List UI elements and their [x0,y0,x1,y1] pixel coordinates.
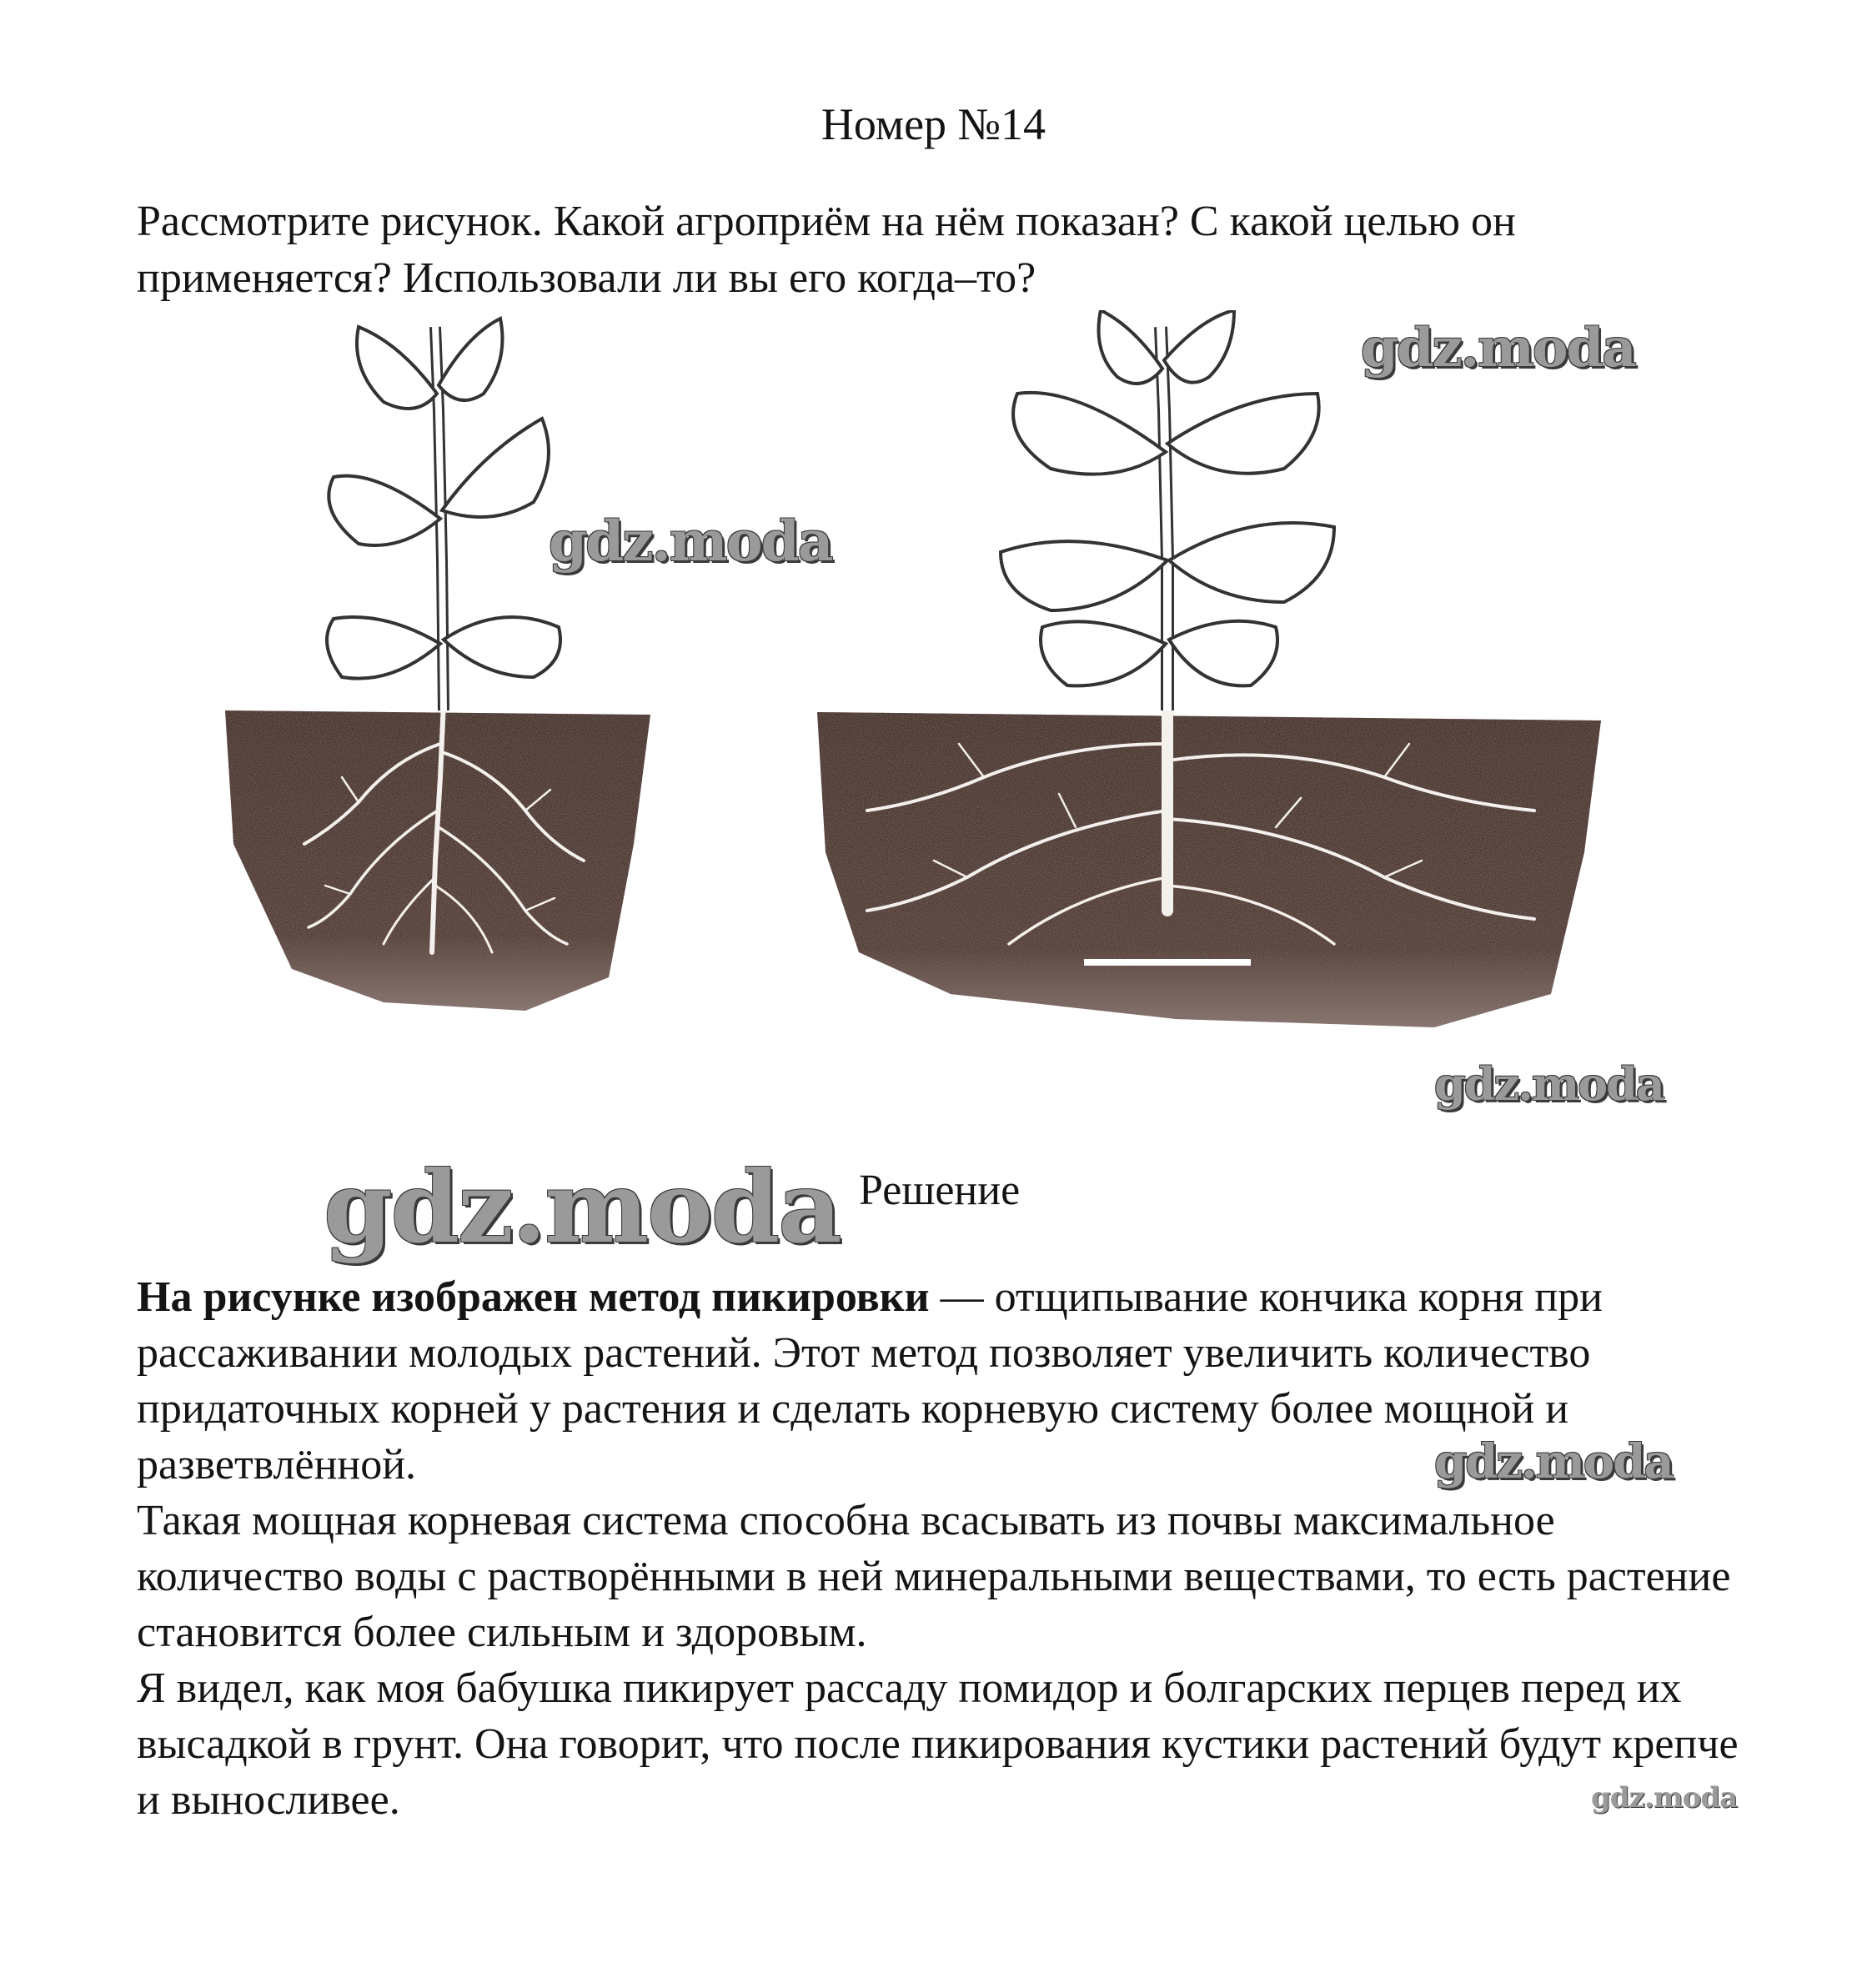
solution-heading: Решение [859,1167,1021,1214]
watermark-logo: gdz.moda [1361,317,1635,379]
watermark-logo: gdz.moda [1434,1057,1664,1111]
answer-paragraph: Такая мощная корневая система способна всасывать из почвы максимальное количество воды с растворёнными в ней минеральными веществами, то есть растение становится более сильным и здоровым. [137,1497,1731,1656]
seedling-before-picking [225,319,650,1011]
answer-text [137,1269,1771,1828]
answer-lead-rest: — отщипывание кончика корня при рассаживании молодых растений. Этот метод позволяет увеличить количество придаточных корней у растения и сделать корневую систему более мощной и разветвлённой. [137,1273,1603,1488]
question-text: Рассмотрите рисунок. Какой агроприём на нём показан? С какой целью он применяется? Использовали ли вы его когда–то? [137,198,1516,302]
page-title: Номер №14 [821,99,1046,149]
answer-bold-lead: На рисунке изображен метод пикировки [137,1273,930,1321]
answer-paragraph: Я видел, как моя бабушка пикирует рассаду помидор и болгарских перцев перед их высадкой в грунт. Она говорит, что после пикирования кустики растений будут крепче и выносливее. [137,1664,1739,1824]
plant-illustration [133,310,1634,1127]
seedling-after-picking [817,310,1601,1027]
watermark-logo: gdz.moda [1434,1434,1673,1489]
watermark-logo: gdz.moda [324,1149,841,1265]
watermark-logo: gdz.moda [549,509,832,574]
answer-paragraph [137,1269,1771,1493]
watermark-logo: gdz.moda [1591,1781,1738,1815]
